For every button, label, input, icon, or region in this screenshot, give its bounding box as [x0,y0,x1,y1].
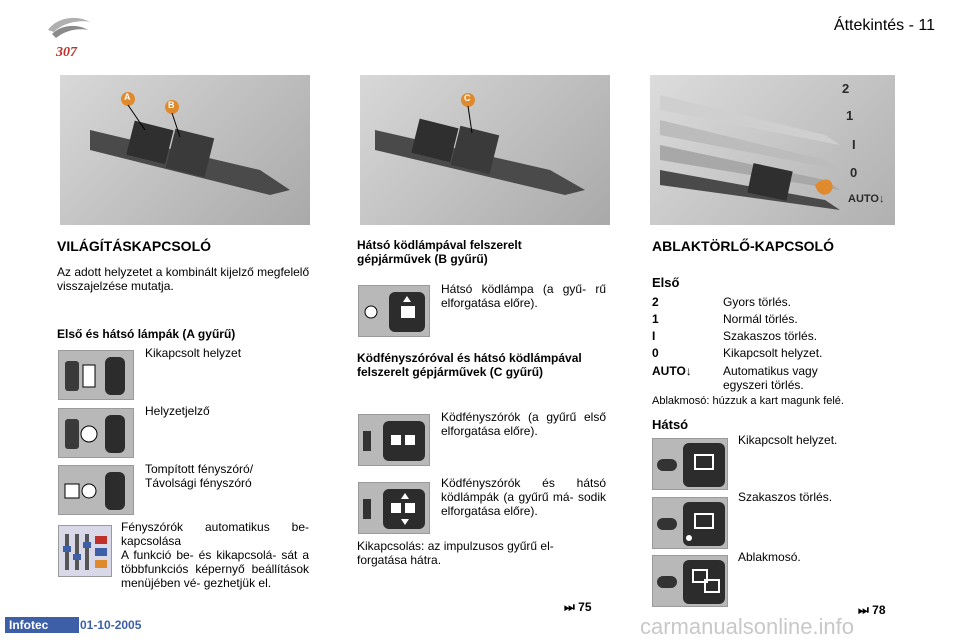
front-desc-0: Kikapcsolt helyzet. [723,346,823,360]
light-switch-photo [60,75,310,225]
photo-label-c: C [464,93,471,103]
down-arrow-icon: ↓ [685,364,692,378]
front-rear-lights-subheading: Első és hátsó lámpák (A gyűrű) [57,327,236,341]
brand-logo [42,12,96,60]
fog-off-text: Kikapcsolás: az impulzusos gyűrű el- forgatása hátra. [357,539,554,567]
page-title: Áttekintés - 11 [833,17,935,34]
photo-label-0: 0 [850,165,858,180]
front-key-1: 1 [652,312,659,326]
front-key-0: 0 [652,346,659,360]
rear-washer-label: Ablakmosó. [738,550,801,564]
light-switch-intro: Az adott helyzetet a kombinált kijelző megfelelő visszajelzése mutatja. [57,265,310,293]
sidelights-label: Helyzetjelző [145,404,210,418]
lights-off-thumb [58,350,134,400]
rear-fog-heading: Hátsó ködlámpával felszerelt gépjárművek (B gyűrű) [357,238,522,266]
rear-fog-text: Hátsó ködlámpa (a gyű- rű elforgatása előre). [441,282,606,310]
front-desc-2: Gyors törlés. [723,295,792,309]
front-rear-fog-heading: Ködfényszóróval és hátsó ködlámpával felszerelt gépjárművek (C gyűrű) [357,351,582,379]
rear-fog-thumb [358,285,430,337]
photo-label-a: A [124,92,131,102]
forward-arrow-icon: ⏭ [564,600,575,614]
front-desc-i: Szakaszos törlés. [723,329,818,343]
rear-washer-thumb [652,555,728,607]
front-key-i: I [652,329,656,343]
forward-arrow-icon: ⏭ [858,603,869,617]
front-fog-text: Ködfényszórók (a gyűrű első elforgatása előre). [441,410,606,438]
headlights-thumb [58,465,134,515]
wiper-switch-photo [650,75,895,225]
front-key-2: 2 [652,295,659,309]
front-desc-1: Normál törlés. [723,312,798,326]
page-ref-number: 78 [872,603,886,617]
auto-lights-thumb [58,525,112,577]
rear-wiper-heading: Hátsó [652,417,689,432]
photo-label-auto: AUTO↓ [848,193,885,205]
photo-label-b: B [168,100,175,110]
rear-wiper-intermittent-thumb [652,497,728,549]
footer-date: 01-10-2005 [80,618,142,632]
light-switch-heading: VILÁGÍTÁSKAPCSOLÓ [57,238,212,254]
headlights-label-line1: Tompított fényszóró/ [145,462,254,476]
down-arrow-icon: ↓ [878,193,885,205]
sidelights-thumb [58,408,134,458]
photo-label-2: 2 [842,81,850,96]
photo-label-1: 1 [846,108,854,123]
logo-text: 307 [56,45,77,60]
infotec-badge: Infotec [5,617,79,633]
washer-note: Ablakmosó: húzzuk a kart magunk felé. [652,395,844,407]
watermark: carmanualsonline.info [640,614,855,639]
photo-label-i: I [852,137,856,152]
rear-wiper-off-label: Kikapcsolt helyzet. [738,433,838,447]
both-fog-thumb [358,482,430,534]
lights-off-label: Kikapcsolt helyzet [145,346,242,360]
rear-wiper-off-thumb [652,438,728,490]
rear-wiper-intermittent-label: Szakaszos törlés. [738,490,833,504]
front-desc-auto: Automatikus vagy egyszeri törlés. [723,364,818,392]
wiper-switch-heading: ABLAKTÖRLŐ-KAPCSOLÓ [652,238,834,254]
page-ref-75[interactable] [564,600,592,615]
front-fog-thumb [358,414,430,466]
front-key-auto: AUTO↓ [652,364,692,378]
front-wiper-heading: Első [652,275,680,290]
page-ref-78[interactable] [858,603,886,618]
both-fog-text: Ködfényszórók és hátsó ködlámpák (a gyűrű má- sodik elforgatása előre). [441,476,606,518]
page-ref-number: 75 [578,600,592,614]
fog-switch-photo [360,75,610,225]
headlights-label-line2: Távolsági fényszóró [145,476,252,490]
auto-lights-settings-text: A funkció be- és kikapcsolá- sát a többfunkciós képernyő beállítások menüjében vé- gezhetjük el. [121,548,309,590]
auto-lights-text: Fényszórók automatikus be- kapcsolása [121,520,309,548]
